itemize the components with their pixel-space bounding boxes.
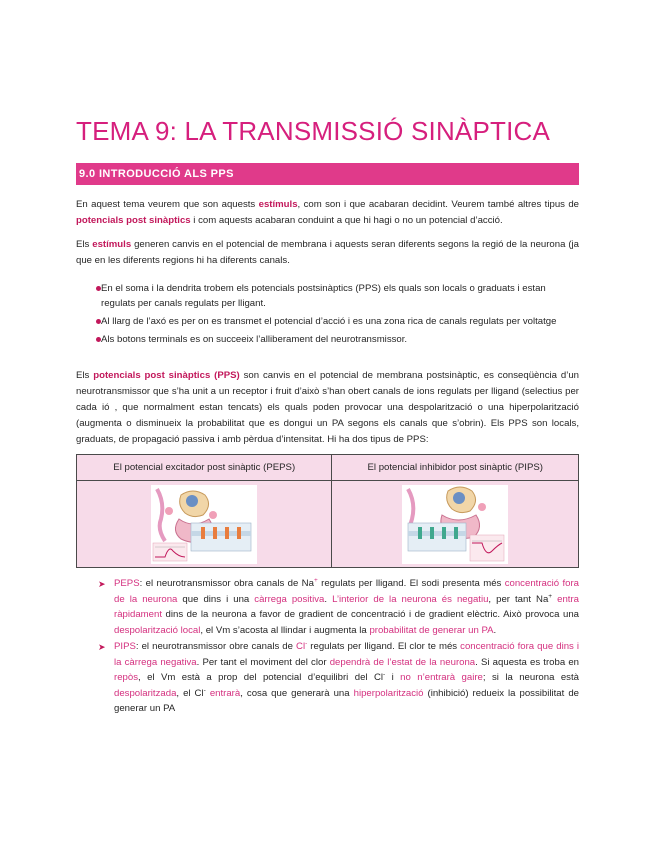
peps-synapse-figure xyxy=(151,485,257,564)
table-cell-pips-figure xyxy=(332,481,579,568)
list-item-pips: ➤ PIPS: el neurotransmissor obre canals de Cl- regulats per lligand. El clor te més concentració fora que dins i la càrrega negativa. Per tant el moviment del clor dependrà de l’estat de la neurona. Si aquesta es troba en repòs, el Vm està a prop del potencial d’equilibri del Cl- i no n’entrarà gaire; si la neurona està despolaritzada, el Cl- entrarà, cosa que generarà una hiperpolarització (inhibició) redueix la possibilitat de generar un PA xyxy=(98,639,580,714)
highlight-term: estímuls xyxy=(92,239,132,250)
pps-types-list xyxy=(76,576,579,718)
highlight-term: potencials post sinàptics (PPS) xyxy=(93,370,240,381)
bullet-dot-icon xyxy=(96,337,101,342)
bullet-dot-icon xyxy=(96,319,101,324)
region-bullet-list xyxy=(76,281,579,350)
list-item: En el soma i la dendrita trobem els potencials postsinàptics (PPS) els quals son locals o graduats i estan regulats per canals regulats per lligant. xyxy=(76,281,579,311)
list-item: Al llarg de l’axó es per on es transmet el potencial d’acció i es una zona rica de canals regulats per voltatge xyxy=(76,314,579,329)
highlight-term: estímuls xyxy=(258,199,298,210)
highlight-term: potencials post sinàptics xyxy=(76,215,191,226)
arrow-bullet-icon: ➤ xyxy=(98,642,106,652)
bullet-dot-icon xyxy=(96,286,101,291)
arrow-bullet-icon: ➤ xyxy=(98,579,106,589)
stimuli-paragraph: Els estímuls generen canvis en el potencial de membrana i aquests seran diferents segons la regió de la neurona (ja que en les diferents regions hi ha diferents canals. xyxy=(76,239,579,266)
intro-paragraph: En aquest tema veurem que son aquests estímuls, com son i que acabaran decidint. Veurem també altres tipus de potencials post sinàptics i com aquests acabaran conduint a que hi hagi o no un potencial d’acció. xyxy=(76,199,580,226)
table-header-peps: El potencial excitador post sinàptic (PEPS) xyxy=(77,455,332,481)
list-item: Als botons terminals es on succeeix l’alliberament del neurotransmissor. xyxy=(76,332,579,347)
pps-types-table xyxy=(76,454,579,568)
table-header-pips: El potencial inhibidor post sinàptic (PIPS) xyxy=(332,455,579,481)
table-cell-peps-figure xyxy=(77,481,332,568)
page-title: TEMA 9: LA TRANSMISSIÓ SINÀPTICA xyxy=(76,116,551,146)
pips-synapse-figure xyxy=(402,485,508,564)
section-heading: 9.0 INTRODUCCIÓ ALS PPS xyxy=(76,163,579,185)
list-item-peps: ➤ PEPS: el neurotransmissor obra canals de Na+ regulats per lligand. El sodi presenta més concentració fora de la neurona que dins i una càrrega positiva. L’interior de la neurona és negatiu, per tant Na+ entra ràpidament dins de la neurona a favor de gradient de concentració i de gradient elèctric. Això provoca una despolarització local, el Vm s’acosta al llindar i augmenta la probabilitat de generar un PA. xyxy=(98,576,580,636)
pps-paragraph: Els potencials post sinàptics (PPS) son canvis en el potencial de membrana postsinàptic, es conseqüència d’un neurotransmissor que s’ha unit a un receptor i fruit d’això s’han obert canals de ions regulats per lligand (selectius per cada ió , que normalment estan tencats) els quals poden provocar una despolarització o una hiperpolarització (augmenta o disminueix la probabilitat que es dongui un PA segons els canals que s’obrin). Els PPS son locals, graduats, de propagació passiva i amb pèrdua d’intensitat. Hi ha dos tipus de PPS: xyxy=(76,370,579,445)
